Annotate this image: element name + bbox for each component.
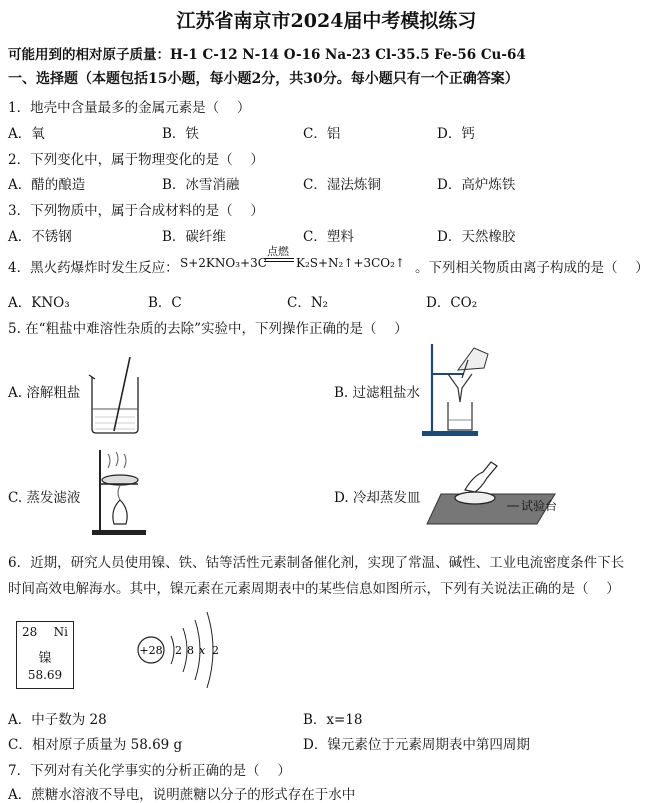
q1-option-c: C．铝 [303, 126, 341, 142]
nucleus-charge: +28 [139, 644, 163, 657]
atomic-mass: 58.69 [27, 668, 63, 682]
evaporation-figure [90, 446, 150, 538]
q2-option-b: B．冰雪消融 [162, 177, 240, 193]
q4-equation-left: S+2KNO₃+3C [180, 256, 267, 270]
atomic-structure-diagram [135, 606, 225, 690]
section-heading: 一、选择题（本题包括15小题，每小题2分，共30分。每小题只有一个正确答案） [8, 71, 519, 87]
q5-stem: 5. 在“粗盐中难溶性杂质的去除”实验中，下列操作正确的是（ ） [8, 321, 408, 337]
element-name: 镍 [38, 651, 52, 666]
element-symbol: Ni [53, 625, 68, 639]
q4-equation-right: K₂S+N₂↑+3CO₂↑ [296, 256, 405, 270]
q6-line1: 6．近期，研究人员使用镍、铁、钴等活性元素制备催化剂，实现了常温、碱性、工业电流密度条件下长 [8, 555, 625, 571]
q5-option-a: A. 溶解粗盐 [8, 385, 81, 401]
q4-option-b: B．C [148, 295, 182, 311]
q3-option-a: A．不锈钢 [8, 229, 72, 245]
bench-label: 试验台 [521, 499, 558, 513]
q2-option-a: A．醋的酿造 [8, 177, 86, 193]
q1-option-a: A．氧 [8, 126, 45, 142]
q4-option-c: C．N₂ [287, 295, 329, 311]
q1-option-d: D．钙 [437, 126, 475, 142]
atomic-number: 28 [22, 625, 38, 639]
q4-option-d: D．CO₂ [426, 295, 478, 311]
q4-stem-prefix: 4．黑火药爆炸时发生反应： [8, 260, 179, 276]
q3-option-d: D．天然橡胶 [437, 229, 516, 245]
periodic-table-cell [16, 621, 74, 689]
q6-option-c: C．相对原子质量为 58.69 g [8, 737, 183, 753]
beaker-stirring-figure [86, 355, 146, 435]
q6-option-b: B．x=18 [303, 712, 363, 728]
q1-option-b: B．铁 [162, 126, 199, 142]
q4-reaction-condition: 点燃 [267, 245, 289, 258]
q1-stem: 1．地壳中含量最多的金属元素是（ ） [8, 100, 251, 116]
shell-3-electrons: x [199, 644, 206, 657]
q5-option-b: B. 过滤粗盐水 [334, 385, 421, 401]
q3-option-b: B．碳纤维 [162, 229, 226, 245]
shell-2-electrons: 8 [187, 644, 194, 657]
q6-option-a: A．中子数为 28 [8, 712, 107, 728]
shell-1-electrons: 2 [175, 644, 182, 657]
q6-option-d: D．镍元素位于元素周期表中第四周期 [303, 737, 530, 753]
q7-stem: 7．下列对有关化学事实的分析正确的是（ ） [8, 763, 291, 779]
q4-equation-bar-bottom [264, 261, 294, 262]
q4-option-a: A．KNO₃ [8, 295, 70, 311]
q4-equation-bar-top [264, 258, 294, 259]
q6-line2: 时间高效电解海水。其中，镍元素在元素周期表中的某些信息如图所示，下列有关说法正确的是（ ） [8, 581, 620, 597]
shell-4-electrons: 2 [212, 644, 219, 657]
filtration-figure [418, 340, 498, 440]
q3-option-c: C．塑料 [303, 229, 354, 245]
q2-stem: 2．下列变化中，属于物理变化的是（ ） [8, 152, 264, 168]
q5-option-c: C. 蒸发滤液 [8, 490, 81, 506]
q4-stem-suffix: 。下列相关物质由离子构成的是（ ） [415, 260, 649, 276]
atomic-mass-line: 可能用到的相对原子质量：H-1 C-12 N-14 O-16 Na-23 Cl-35.5 Fe-56 Cu-64 [8, 47, 526, 63]
q3-stem: 3．下列物质中，属于合成材料的是（ ） [8, 203, 264, 219]
cooling-dish-figure [425, 458, 575, 528]
q7-option-a: A．蔗糖水溶液不导电，说明蔗糖以分子的形式存在于水中 [8, 787, 356, 803]
q2-option-c: C．湿法炼铜 [303, 177, 381, 193]
q2-option-d: D．高炉炼铁 [437, 177, 516, 193]
q5-option-d: D. 冷却蒸发皿 [334, 490, 421, 506]
page-title: 江苏省南京市2024届中考模拟练习 [176, 10, 477, 32]
